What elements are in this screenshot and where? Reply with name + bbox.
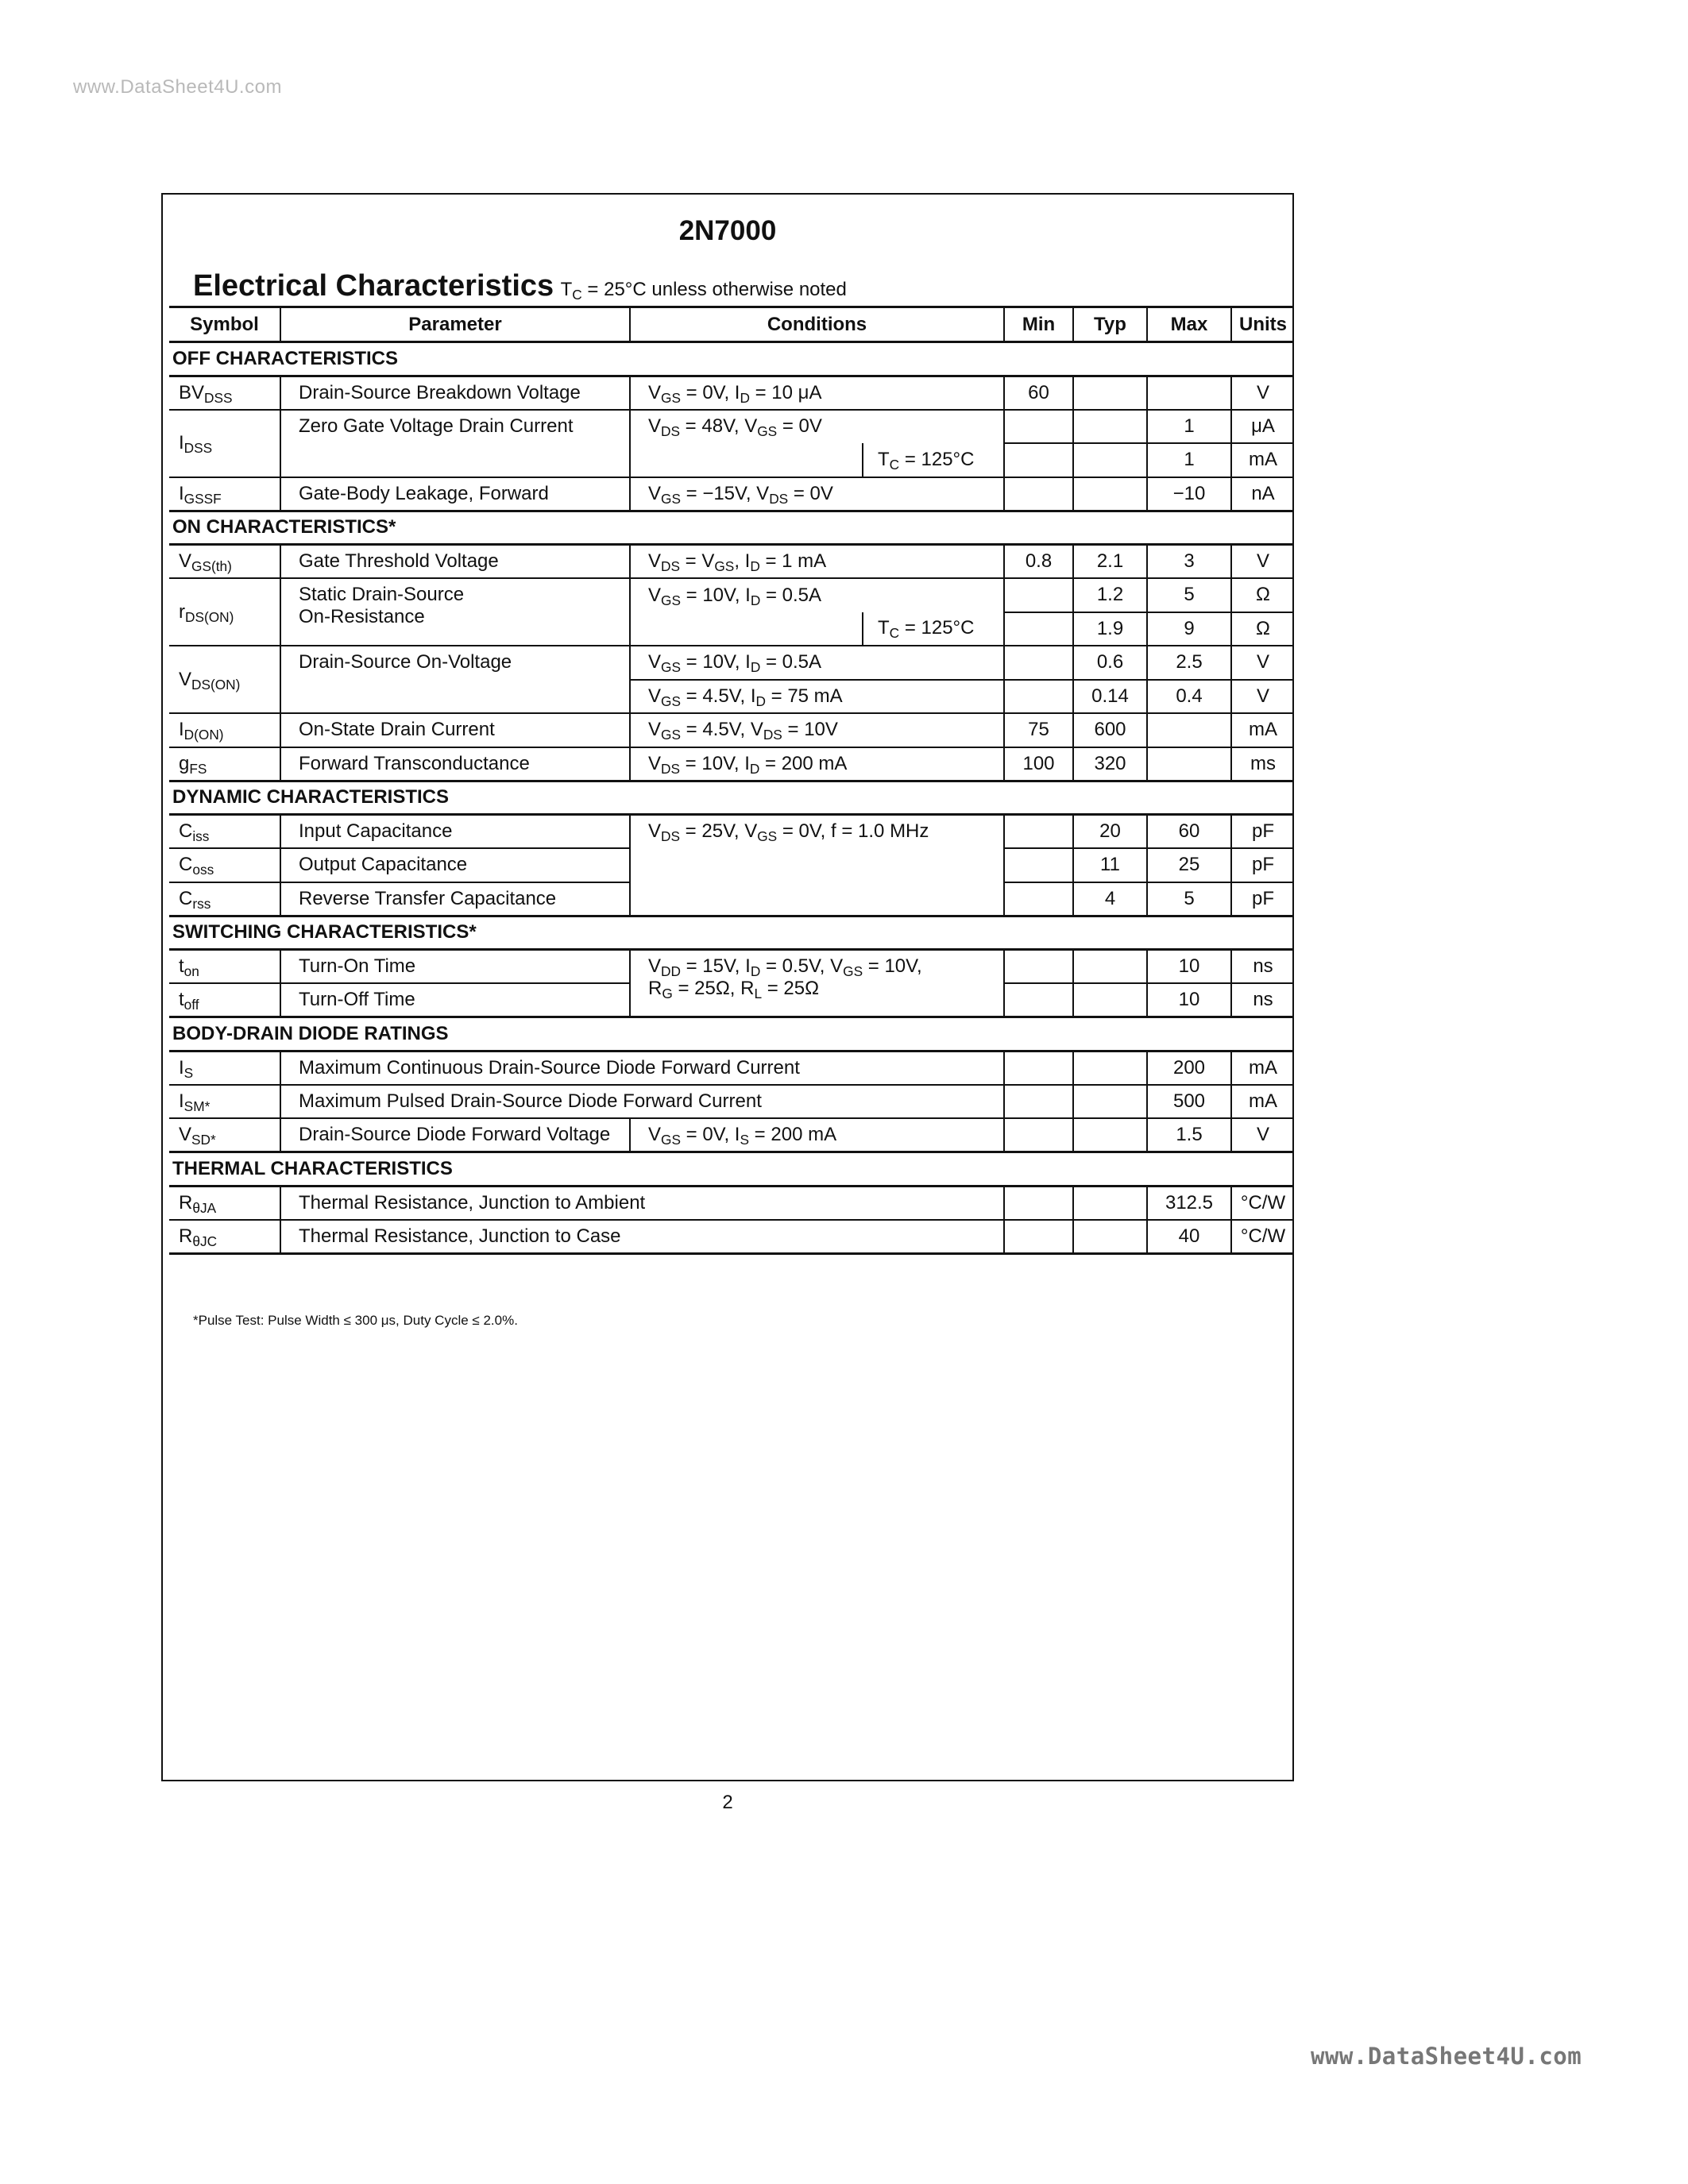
electrical-characteristics-table — [169, 306, 1294, 1255]
cell-typ: 4 — [1073, 882, 1147, 916]
cell-conditions: $V_{GS} = 0V$, $I_D = 10$ μA — [630, 376, 1004, 410]
col-header-max: Max — [1147, 307, 1231, 342]
cell-min — [1004, 815, 1073, 849]
cell-parameter: Drain-Source On-Voltage — [280, 646, 630, 713]
datasheet-frame — [161, 193, 1294, 1781]
cell-symbol: $C_{rss}$ — [169, 882, 280, 916]
cell-max: 1 — [1147, 443, 1231, 477]
cell-max: 0.4 — [1147, 680, 1231, 714]
cell-conditions-temp: $T_C = 125^\circ C$ — [863, 612, 1004, 646]
cell-parameter: Static Drain-Source On-Resistance — [280, 578, 630, 646]
cell-min: 100 — [1004, 747, 1073, 781]
cell-units: pF — [1231, 815, 1294, 849]
cell-min — [1004, 950, 1073, 984]
cell-max: 10 — [1147, 983, 1231, 1017]
col-header-conditions: Conditions — [630, 307, 1004, 342]
section-row-thermal — [169, 1152, 1294, 1187]
cell-parameter: On-State Drain Current — [280, 713, 630, 747]
table-row — [169, 1186, 1294, 1220]
cell-conditions: $V_{DS} = V_{GS}$, $I_D = 1$ mA — [630, 545, 1004, 579]
cell-max: 10 — [1147, 950, 1231, 984]
col-header-parameter: Parameter — [280, 307, 630, 342]
cell-min — [1004, 1186, 1073, 1220]
cell-units: ns — [1231, 950, 1294, 984]
table-row — [169, 376, 1294, 410]
section-heading — [193, 269, 847, 303]
section-label: DYNAMIC CHARACTERISTICS — [169, 781, 1294, 815]
cell-max: 1.5 — [1147, 1118, 1231, 1152]
table-row — [169, 545, 1294, 579]
cell-min — [1004, 578, 1073, 612]
cell-typ — [1073, 950, 1147, 984]
cell-typ — [1073, 1118, 1147, 1152]
cell-max: 200 — [1147, 1051, 1231, 1085]
cell-max: 5 — [1147, 578, 1231, 612]
cell-units: mA — [1231, 1085, 1294, 1119]
cell-units: mA — [1231, 713, 1294, 747]
cell-symbol: $V_{SD*}$ — [169, 1118, 280, 1152]
cell-typ: 0.14 — [1073, 680, 1147, 714]
cell-symbol: $BV_{DSS}$ — [169, 376, 280, 410]
cell-units: nA — [1231, 477, 1294, 511]
cell-parameter: Input Capacitance — [280, 815, 630, 849]
cell-max: 312.5 — [1147, 1186, 1231, 1220]
cell-max: 5 — [1147, 882, 1231, 916]
cell-symbol: $C_{iss}$ — [169, 815, 280, 849]
cell-max: 2.5 — [1147, 646, 1231, 680]
section-label: ON CHARACTERISTICS* — [169, 511, 1294, 545]
section-label: SWITCHING CHARACTERISTICS* — [169, 916, 1294, 950]
heading-condition: $T_C = 25^\circ C$ unless otherwise noted — [560, 279, 847, 303]
cell-typ: 1.2 — [1073, 578, 1147, 612]
cell-typ — [1073, 1186, 1147, 1220]
cell-units: Ω — [1231, 578, 1294, 612]
cell-max: 9 — [1147, 612, 1231, 646]
cell-typ — [1073, 410, 1147, 444]
cell-max: 60 — [1147, 815, 1231, 849]
cell-min — [1004, 477, 1073, 511]
cell-symbol: $I_{DSS}$ — [169, 410, 280, 477]
cell-parameter: Drain-Source Breakdown Voltage — [280, 376, 630, 410]
cell-parameter: Maximum Pulsed Drain-Source Diode Forward Current — [280, 1085, 1004, 1119]
heading-main: Electrical Characteristics — [193, 269, 554, 303]
pulse-test-footnote: *Pulse Test: Pulse Width ≤ 300 μs, Duty Cycle ≤ 2.0%. — [193, 1313, 518, 1328]
cell-min — [1004, 1085, 1073, 1119]
cell-typ: 0.6 — [1073, 646, 1147, 680]
cell-units: mA — [1231, 443, 1294, 477]
col-header-typ: Typ — [1073, 307, 1147, 342]
cell-typ: 11 — [1073, 848, 1147, 882]
cell-parameter: Maximum Continuous Drain-Source Diode Forward Current — [280, 1051, 1004, 1085]
cell-units: V — [1231, 646, 1294, 680]
cell-conditions: $V_{GS} = 4.5V$, $V_{DS} = 10V$ — [630, 713, 1004, 747]
cell-symbol: $r_{DS(ON)}$ — [169, 578, 280, 646]
cell-symbol: $I_{SM*}$ — [169, 1085, 280, 1119]
cell-units: Ω — [1231, 612, 1294, 646]
cell-conditions-blank — [630, 443, 863, 477]
cell-min — [1004, 1118, 1073, 1152]
cell-units: V — [1231, 545, 1294, 579]
cell-symbol: $V_{GS(th)}$ — [169, 545, 280, 579]
cell-conditions: $V_{GS} = 10V$, $I_D = 0.5A$ — [630, 578, 1004, 612]
part-number-title: 2N7000 — [678, 215, 777, 246]
cell-min — [1004, 410, 1073, 444]
cell-max: 25 — [1147, 848, 1231, 882]
cell-typ: 320 — [1073, 747, 1147, 781]
cell-symbol: $I_{GSSF}$ — [169, 477, 280, 511]
cell-conditions: $V_{DD} = 15V$, $I_D = 0.5V$, $V_{GS} = 10V$, $R_G = 25\Omega$, $R_L = 25\Omega$ — [630, 950, 1004, 1017]
cell-units: °C/W — [1231, 1186, 1294, 1220]
cell-parameter: Drain-Source Diode Forward Voltage — [280, 1118, 630, 1152]
table-row — [169, 410, 1294, 444]
cell-units: μA — [1231, 410, 1294, 444]
cell-min — [1004, 1220, 1073, 1254]
table-row — [169, 1118, 1294, 1152]
section-label: THERMAL CHARACTERISTICS — [169, 1152, 1294, 1187]
table-row — [169, 713, 1294, 747]
cell-max — [1147, 376, 1231, 410]
watermark-bottom: www.DataSheet4U.com — [1311, 2043, 1582, 2070]
table-row — [169, 1220, 1294, 1254]
cell-symbol: $C_{oss}$ — [169, 848, 280, 882]
cell-typ — [1073, 443, 1147, 477]
cell-symbol: $R_{\theta JC}$ — [169, 1220, 280, 1254]
cell-parameter: Reverse Transfer Capacitance — [280, 882, 630, 916]
cell-conditions: $V_{DS} = 48V$, $V_{GS} = 0V$ — [630, 410, 1004, 444]
cell-parameter: Turn-Off Time — [280, 983, 630, 1017]
table-row — [169, 747, 1294, 781]
cell-conditions: $V_{GS} = 10V$, $I_D = 0.5A$ — [630, 646, 1004, 680]
cell-max: −10 — [1147, 477, 1231, 511]
cell-min — [1004, 680, 1073, 714]
cell-symbol: $I_{D(ON)}$ — [169, 713, 280, 747]
cell-min — [1004, 1051, 1073, 1085]
cell-conditions: $V_{GS} = 0V$, $I_S = 200$ mA — [630, 1118, 1004, 1152]
cell-parameter: Turn-On Time — [280, 950, 630, 984]
cell-typ — [1073, 983, 1147, 1017]
cell-units: V — [1231, 1118, 1294, 1152]
cell-max — [1147, 713, 1231, 747]
cell-min: 60 — [1004, 376, 1073, 410]
cell-min — [1004, 443, 1073, 477]
cell-parameter: Thermal Resistance, Junction to Case — [280, 1220, 1004, 1254]
cell-units: mA — [1231, 1051, 1294, 1085]
cell-min — [1004, 983, 1073, 1017]
section-row-diode — [169, 1017, 1294, 1051]
cell-conditions: $V_{GS} = -15V$, $V_{DS} = 0V$ — [630, 477, 1004, 511]
section-row-off — [169, 342, 1294, 376]
cell-symbol: $t_{off}$ — [169, 983, 280, 1017]
cell-max: 40 — [1147, 1220, 1231, 1254]
cell-symbol: $t_{on}$ — [169, 950, 280, 984]
cell-conditions-temp: $T_C = 125^\circ C$ — [863, 443, 1004, 477]
cell-conditions-blank — [630, 612, 863, 646]
table-row — [169, 578, 1294, 612]
cell-parameter: Gate-Body Leakage, Forward — [280, 477, 630, 511]
cell-parameter: Zero Gate Voltage Drain Current — [280, 410, 630, 477]
cell-typ — [1073, 1085, 1147, 1119]
cell-parameter: Gate Threshold Voltage — [280, 545, 630, 579]
cell-typ: 20 — [1073, 815, 1147, 849]
cell-conditions: $V_{DS} = 10V$, $I_D = 200$ mA — [630, 747, 1004, 781]
section-row-switching — [169, 916, 1294, 950]
table-row — [169, 950, 1294, 984]
table-row — [169, 646, 1294, 680]
col-header-symbol: Symbol — [169, 307, 280, 342]
cell-typ — [1073, 376, 1147, 410]
table-row — [169, 1051, 1294, 1085]
cell-conditions: $V_{GS} = 4.5V$, $I_D = 75$ mA — [630, 680, 1004, 714]
cell-max: 3 — [1147, 545, 1231, 579]
table-header-row — [169, 307, 1294, 342]
cell-typ: 1.9 — [1073, 612, 1147, 646]
cell-units: pF — [1231, 882, 1294, 916]
col-header-units: Units — [1231, 307, 1294, 342]
table-row — [169, 1085, 1294, 1119]
cell-symbol: $R_{\theta JA}$ — [169, 1186, 280, 1220]
cell-units: ms — [1231, 747, 1294, 781]
cell-typ — [1073, 1051, 1147, 1085]
cell-max — [1147, 747, 1231, 781]
section-label: OFF CHARACTERISTICS — [169, 342, 1294, 376]
watermark-top: www.DataSheet4U.com — [73, 76, 282, 98]
cell-symbol: $V_{DS(ON)}$ — [169, 646, 280, 713]
cell-parameter: Forward Transconductance — [280, 747, 630, 781]
cell-units: V — [1231, 680, 1294, 714]
cell-min: 0.8 — [1004, 545, 1073, 579]
cell-min: 75 — [1004, 713, 1073, 747]
cell-conditions: $V_{DS} = 25V$, $V_{GS} = 0V$, f = 1.0 MHz — [630, 815, 1004, 916]
cell-units: °C/W — [1231, 1220, 1294, 1254]
table-row — [169, 477, 1294, 511]
cell-typ: 2.1 — [1073, 545, 1147, 579]
cell-max: 500 — [1147, 1085, 1231, 1119]
cell-min — [1004, 848, 1073, 882]
cell-symbol: $g_{FS}$ — [169, 747, 280, 781]
cell-symbol: $I_S$ — [169, 1051, 280, 1085]
section-row-dynamic — [169, 781, 1294, 815]
cell-units: pF — [1231, 848, 1294, 882]
cell-typ — [1073, 477, 1147, 511]
cell-min — [1004, 612, 1073, 646]
cell-min — [1004, 882, 1073, 916]
cell-units: V — [1231, 376, 1294, 410]
cell-parameter: Thermal Resistance, Junction to Ambient — [280, 1186, 1004, 1220]
table-row — [169, 815, 1294, 849]
section-label: BODY-DRAIN DIODE RATINGS — [169, 1017, 1294, 1051]
cell-min — [1004, 646, 1073, 680]
cell-typ: 600 — [1073, 713, 1147, 747]
section-row-on — [169, 511, 1294, 545]
cell-typ — [1073, 1220, 1147, 1254]
col-header-min: Min — [1004, 307, 1073, 342]
cell-parameter: Output Capacitance — [280, 848, 630, 882]
page-number: 2 — [722, 1792, 733, 1813]
cell-max: 1 — [1147, 410, 1231, 444]
cell-units: ns — [1231, 983, 1294, 1017]
